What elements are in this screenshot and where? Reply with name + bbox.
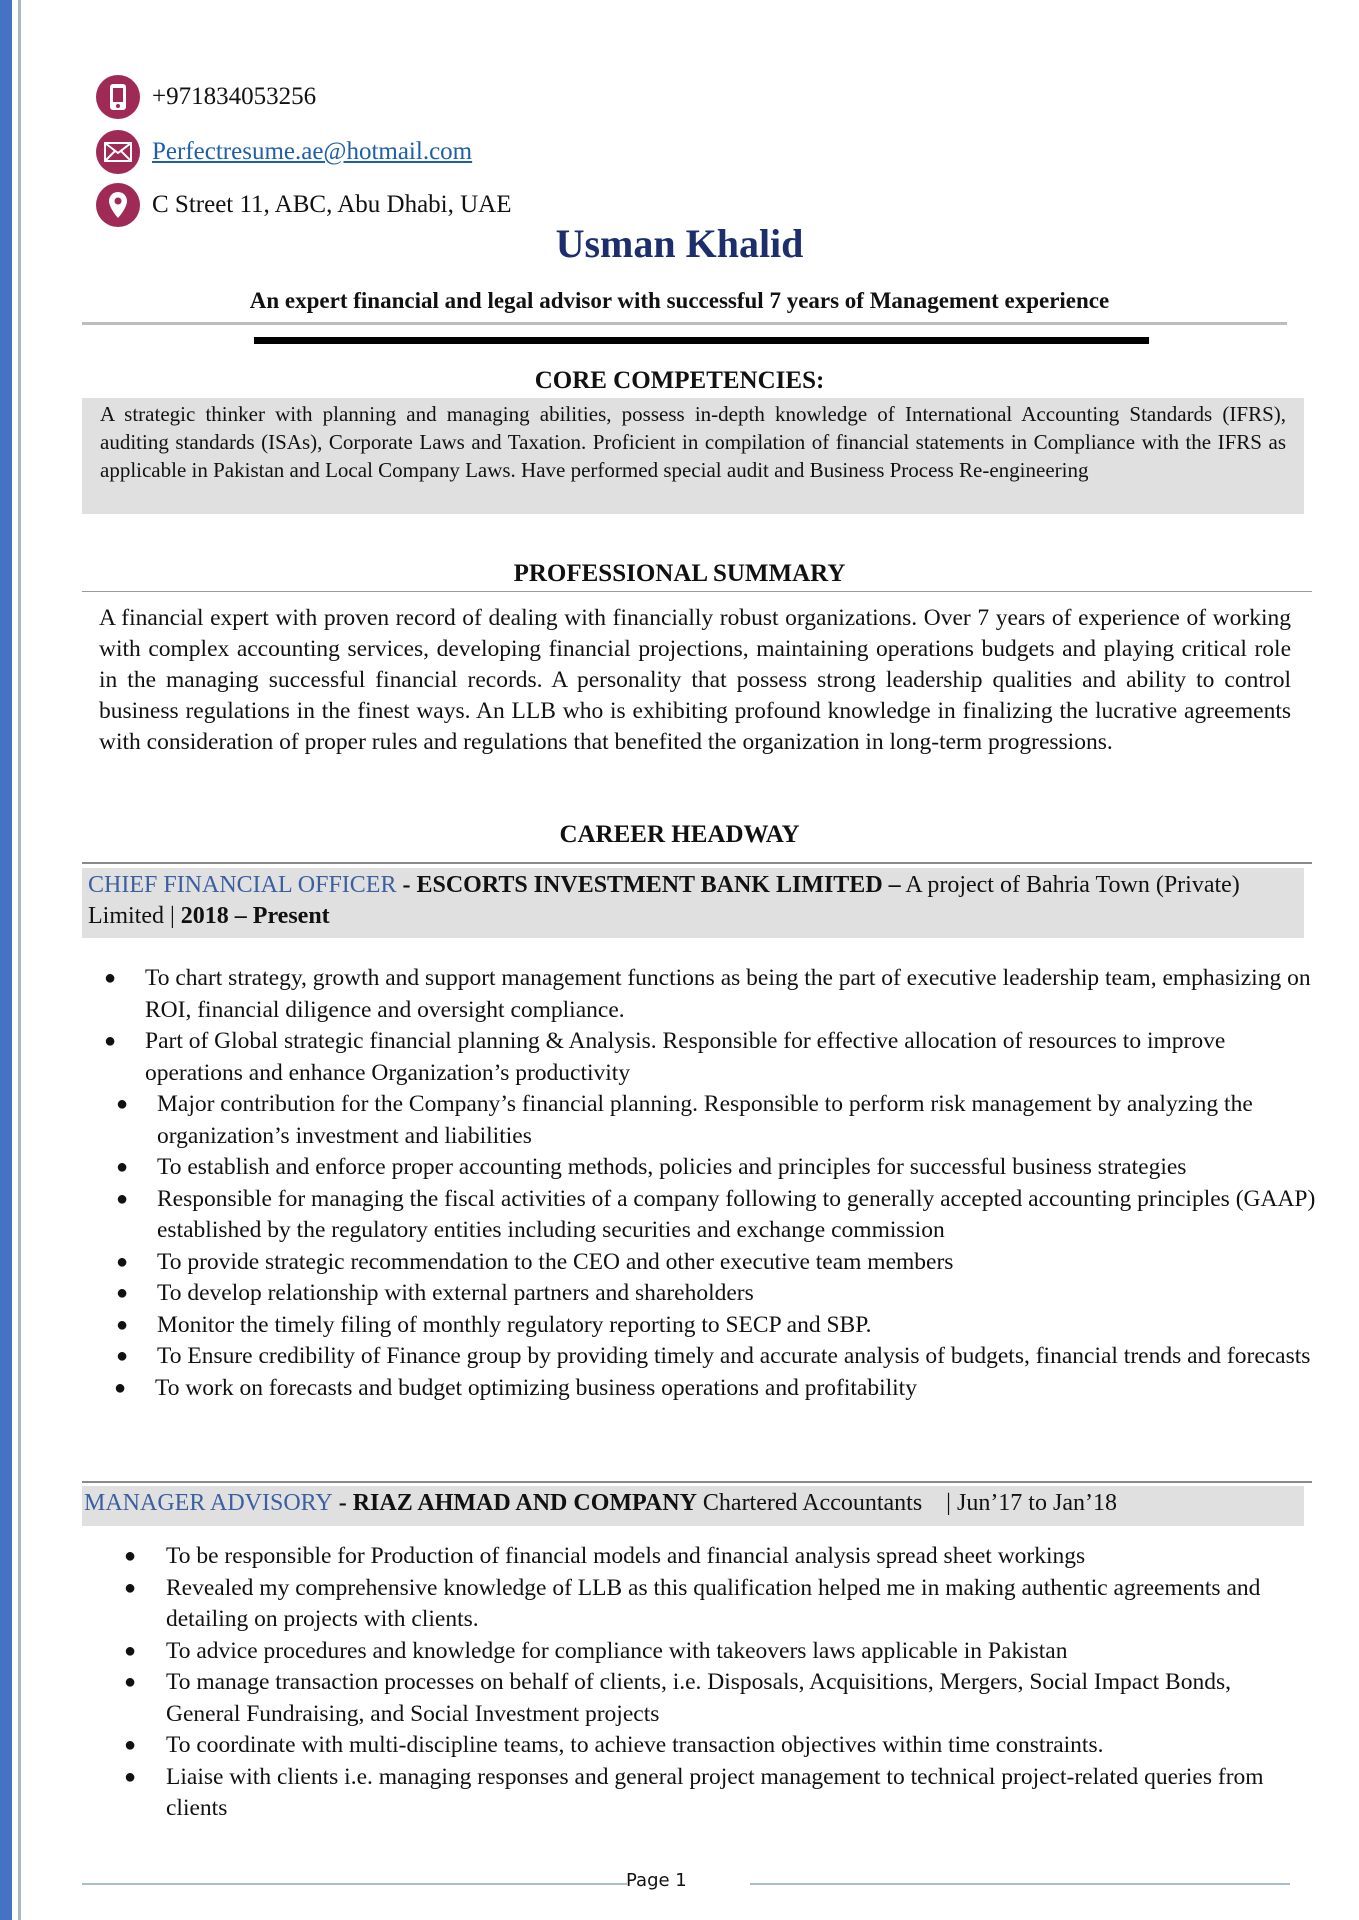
core-competencies-title: CORE COMPETENCIES: — [534, 367, 825, 394]
job-period: | Jun’17 to Jan’18 — [946, 1490, 1117, 1516]
company-name: ESCORTS INVESTMENT BANK LIMITED – — [416, 872, 901, 898]
company-detail: Chartered Accountants — [696, 1490, 929, 1516]
company-detail: A project of Bahria Town (Private) Limited | — [88, 872, 1240, 929]
list-item: ● To manage transaction processes on behalf of clients, i.e. Disposals, Acquisitions, Mergers, Social Impact Bonds, General Fundraising, and Social Investment projects — [124, 1669, 1231, 1727]
phone-icon — [96, 75, 140, 119]
summary-divider — [82, 591, 1312, 592]
job-title: CHIEF FINANCIAL OFFICER — [88, 872, 397, 898]
address: C Street 11, ABC, Abu Dhabi, UAE — [152, 191, 512, 218]
job-header-manager-advisory — [82, 1486, 1304, 1526]
footer-rule-right — [750, 1883, 1290, 1885]
header-divider — [82, 322, 1287, 325]
page-number: Page 1 — [626, 1870, 687, 1891]
footer-rule-left — [82, 1883, 627, 1885]
job-header-cfo — [82, 868, 1304, 938]
headline: An expert financial and legal advisor with successful 7 years of Management experience — [249, 288, 1110, 313]
career-headway-title: CAREER HEADWAY — [559, 821, 800, 848]
list-item: ● To be responsible for Production of financial models and financial analysis spread sheet workings — [124, 1543, 1086, 1569]
career-divider — [82, 862, 1312, 864]
list-item: ● To advice procedures and knowledge for compliance with takeovers laws applicable in Pakistan — [124, 1637, 1068, 1664]
list-item: ● Liaise with clients i.e. managing responses and general project management to technical project-related queries from clients — [124, 1763, 1264, 1821]
list-item: ● To chart strategy, growth and support management functions as being the part of executive leadership team, emphasizing on ROI, financial diligence and oversight compliance. — [104, 965, 1311, 1023]
list-item: ● To coordinate with multi-discipline teams, to achieve transaction objectives within time constraints. — [124, 1732, 1104, 1758]
advisory-responsibilities-list — [124, 1541, 1304, 1825]
list-item: ● To work on forecasts and budget optimizing business operations and profitability — [114, 1374, 917, 1401]
list-item: ● Major contribution for the Company’s financial planning. Responsible to perform risk management by analyzing the organization’s investment and liabilities — [116, 1091, 1253, 1149]
header-thick-divider — [254, 337, 1149, 344]
list-item: ● To Ensure credibility of Finance group by providing timely and accurate analysis of budgets, financial trends and forecasts — [116, 1343, 1311, 1369]
job-divider — [82, 1481, 1312, 1483]
separator: - — [396, 872, 417, 898]
list-item: ● Revealed my comprehensive knowledge of LLB as this qualification helped me in making authentic agreements and detailing on projects with clients. — [124, 1574, 1261, 1632]
list-item: ● Responsible for managing the fiscal activities of a company following to generally accepted accounting principles (GAAP) established by the regulatory entities including securities and exchange commission — [116, 1185, 1316, 1243]
job-period: 2018 – Present — [180, 903, 330, 929]
contact-phone-row — [96, 75, 316, 119]
core-competencies-text: A strategic thinker with planning and managing abilities, possess in-depth knowledge of International Accounting Standards (IFRS), auditing standards (ISAs), Corporate Laws and Taxation. Proficient in compilation of financial statements in Compliance with the IFRS as applicable in Pakistan and Local Company Laws. Have performed special audit and Business Process Re-engineering — [82, 398, 1304, 514]
list-item: ● To establish and enforce proper accounting methods, policies and principles for successful business strategies — [116, 1154, 1187, 1180]
phone-number: +971834053256 — [152, 83, 317, 110]
contact-email-row — [96, 130, 472, 174]
candidate-name: Usman Khalid — [555, 221, 804, 266]
email-link[interactable]: Perfectresume.ae@hotmail.com — [152, 138, 473, 165]
list-item: ● To develop relationship with external partners and shareholders — [116, 1280, 754, 1306]
list-item: ● Monitor the timely filing of monthly regulatory reporting to SECP and SBP. — [116, 1311, 872, 1338]
professional-summary-title: PROFESSIONAL SUMMARY — [513, 560, 846, 587]
cfo-responsibilities-list — [104, 963, 1319, 1404]
list-item: ● To provide strategic recommendation to the CEO and other executive team members — [116, 1248, 954, 1275]
company-name: RIAZ AHMAD AND COMPANY — [352, 1490, 697, 1516]
separator: - — [332, 1490, 353, 1516]
envelope-icon — [96, 130, 140, 174]
professional-summary-text: A financial expert with proven record of dealing with financially robust organizations. Over 7 years of experience of working with complex accounting services, developing financial projections, maintaining operations budgets and playing critical role in the managing successful financial records. A personality that possess strong leadership qualities and ability to control business regulations in the finest ways. An LLB who is exhibiting profound knowledge in finalizing the lucrative agreements with consideration of proper rules and regulations that benefited the organization in long-term progressions. — [99, 605, 1291, 755]
list-item: ● Part of Global strategic financial planning & Analysis. Responsible for effective allocation of resources to improve operations and enhance Organization’s productivity — [104, 1028, 1226, 1086]
job-title: MANAGER ADVISORY — [84, 1490, 333, 1516]
